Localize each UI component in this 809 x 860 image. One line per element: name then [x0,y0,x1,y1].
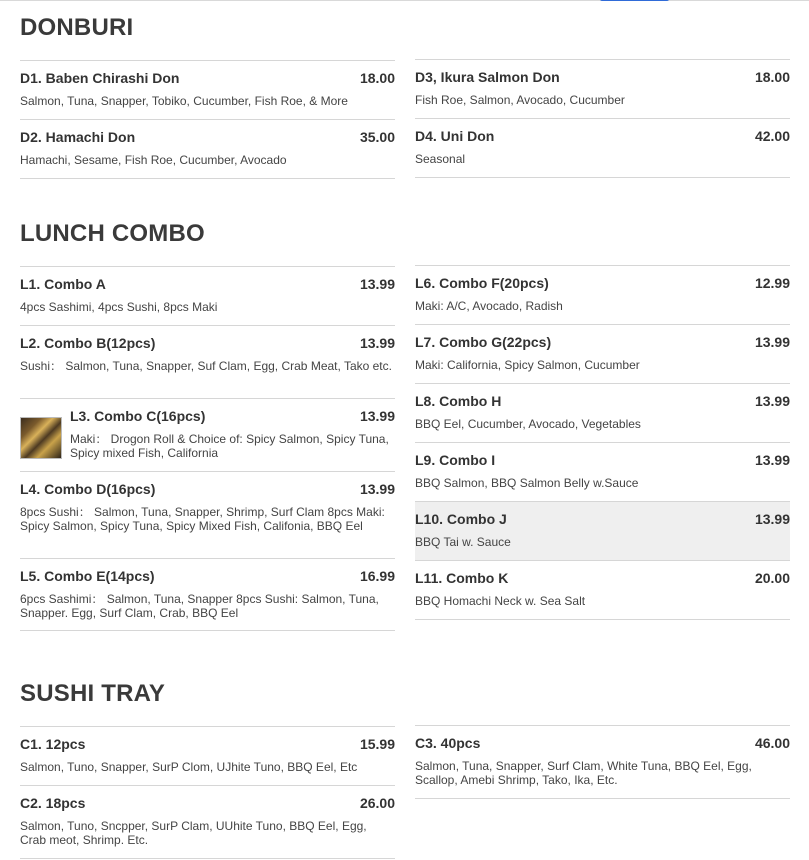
item-name: L9. Combo I [415,452,496,468]
item-price: 13.99 [359,276,395,292]
item-description: 6pcs Sashimi： Salmon, Tuna, Snapper 8pcs Sushi: Salmon, Tuna, Snapper. Egg, Surf Clam, Crab, BBQ Eel [20,592,379,620]
item-description: Salmon, Tuno, Snapper, SurP Clom, UJhite Tuno, BBQ Eel, Etc [20,760,358,774]
item-description: BBQ Tai w. Sauce [415,535,511,549]
item-name: D2. Hamachi Don [20,129,136,145]
menu-item[interactable] [415,265,790,324]
item-price: 13.99 [359,335,395,351]
item-price: 18.00 [359,70,395,86]
item-description: Salmon, Tuna, Snapper, Tobiko, Cucumber, Fish Roe, & More [20,94,348,108]
menu-item[interactable] [415,324,790,383]
item-price: 13.99 [754,393,790,409]
sushi-roll-thumbnail[interactable] [20,417,62,459]
item-price: 13.99 [359,408,395,424]
menu-item[interactable] [20,726,395,785]
donburi-right-column [415,59,790,178]
item-name: L11. Combo K [415,570,509,586]
item-description: 8pcs Sushi： Salmon, Tuna, Snapper, Shrimp, Surf Clam 8pcs Maki: Spicy Salmon, Spicy Tuna, Spicy Mixed Fish, Califonia, BBQ Eel [20,505,385,533]
item-description: 4pcs Sashimi, 4pcs Sushi, 8pcs Maki [20,300,218,314]
item-price: 16.99 [359,568,395,584]
item-name: D1. Baben Chirashi Don [20,70,180,86]
menu-item-hovered[interactable] [415,501,790,560]
menu-item[interactable] [415,560,790,620]
item-name: L6. Combo F(20pcs) [415,275,549,291]
item-price: 46.00 [754,735,790,751]
section-title-sushi-tray: SUSHI TRAY [20,680,166,707]
item-price: 35.00 [359,129,395,145]
menu-item[interactable] [20,266,395,325]
top-button-edge[interactable] [600,0,669,1]
item-price: 18.00 [754,69,790,85]
item-price: 20.00 [754,570,790,586]
item-price: 13.99 [754,511,790,527]
item-price: 12.99 [754,275,790,291]
menu-item[interactable] [20,325,395,398]
item-price: 13.99 [754,334,790,350]
item-description: BBQ Eel, Cucumber, Avocado, Vegetables [415,417,641,431]
item-description: Maki: California, Spicy Salmon, Cucumber [415,358,640,372]
item-name: L10. Combo J [415,511,507,527]
lunch-right-column [415,265,790,620]
menu-item[interactable] [20,60,395,119]
item-name: L7. Combo G(22pcs) [415,334,552,350]
item-price: 42.00 [754,128,790,144]
item-description: Sushi： Salmon, Tuna, Snapper, Suf Clam, Egg, Crab Meat, Tako etc. [20,359,392,373]
item-name: L2. Combo B(12pcs) [20,335,156,351]
menu-item[interactable] [415,442,790,501]
menu-item[interactable] [20,119,395,179]
item-name: C1. 12pcs [20,736,86,752]
menu-item[interactable] [20,785,395,859]
menu-item[interactable] [415,59,790,118]
item-description: BBQ Salmon, BBQ Salmon Belly w.Sauce [415,476,639,490]
item-name: L4. Combo D(16pcs) [20,481,156,497]
menu-item[interactable] [415,725,790,799]
item-name: L5. Combo E(14pcs) [20,568,155,584]
menu-item[interactable] [20,398,395,471]
lunch-left-column [20,266,395,631]
item-description: Hamachi, Sesame, Fish Roe, Cucumber, Avocado [20,153,287,167]
section-title-lunch-combo: LUNCH COMBO [20,220,205,247]
item-name: D3, Ikura Salmon Don [415,69,560,85]
tray-left-column [20,726,395,859]
item-name: D4. Uni Don [415,128,495,144]
item-name: C3. 40pcs [415,735,481,751]
top-divider [0,0,809,1]
item-description: Seasonal [415,152,466,166]
tray-right-column [415,725,790,799]
item-price: 26.00 [359,795,395,811]
item-description: Salmon, Tuno, Sncpper, SurP Clam, UUhite Tuno, BBQ Eel, Egg, Crab meot, Shrimp. Etc. [20,819,367,847]
section-title-donburi: DONBURI [20,14,134,41]
item-name: L3. Combo C(16pcs) [70,408,206,424]
item-name: L1. Combo A [20,276,106,292]
menu-item[interactable] [20,471,395,558]
item-price: 13.99 [359,481,395,497]
item-description: Maki： Drogon Roll & Choice of: Spicy Salmon, Spicy Tuna, Spicy mixed Fish, California [70,432,389,460]
donburi-left-column [20,60,395,179]
item-name: L8. Combo H [415,393,502,409]
item-description: Salmon, Tuna, Snapper, Surf Clam, White Tuna, BBQ Eel, Egg, Scallop, Amebi Shrimp, Tako, Ika, Etc. [415,759,752,787]
item-description: Maki: A/C, Avocado, Radish [415,299,563,313]
menu-item[interactable] [20,558,395,631]
item-price: 13.99 [754,452,790,468]
menu-item[interactable] [415,118,790,178]
item-description: BBQ Homachi Neck w. Sea Salt [415,594,586,608]
item-price: 15.99 [359,736,395,752]
item-name: C2. 18pcs [20,795,86,811]
item-description: Fish Roe, Salmon, Avocado, Cucumber [415,93,625,107]
menu-item[interactable] [415,383,790,442]
